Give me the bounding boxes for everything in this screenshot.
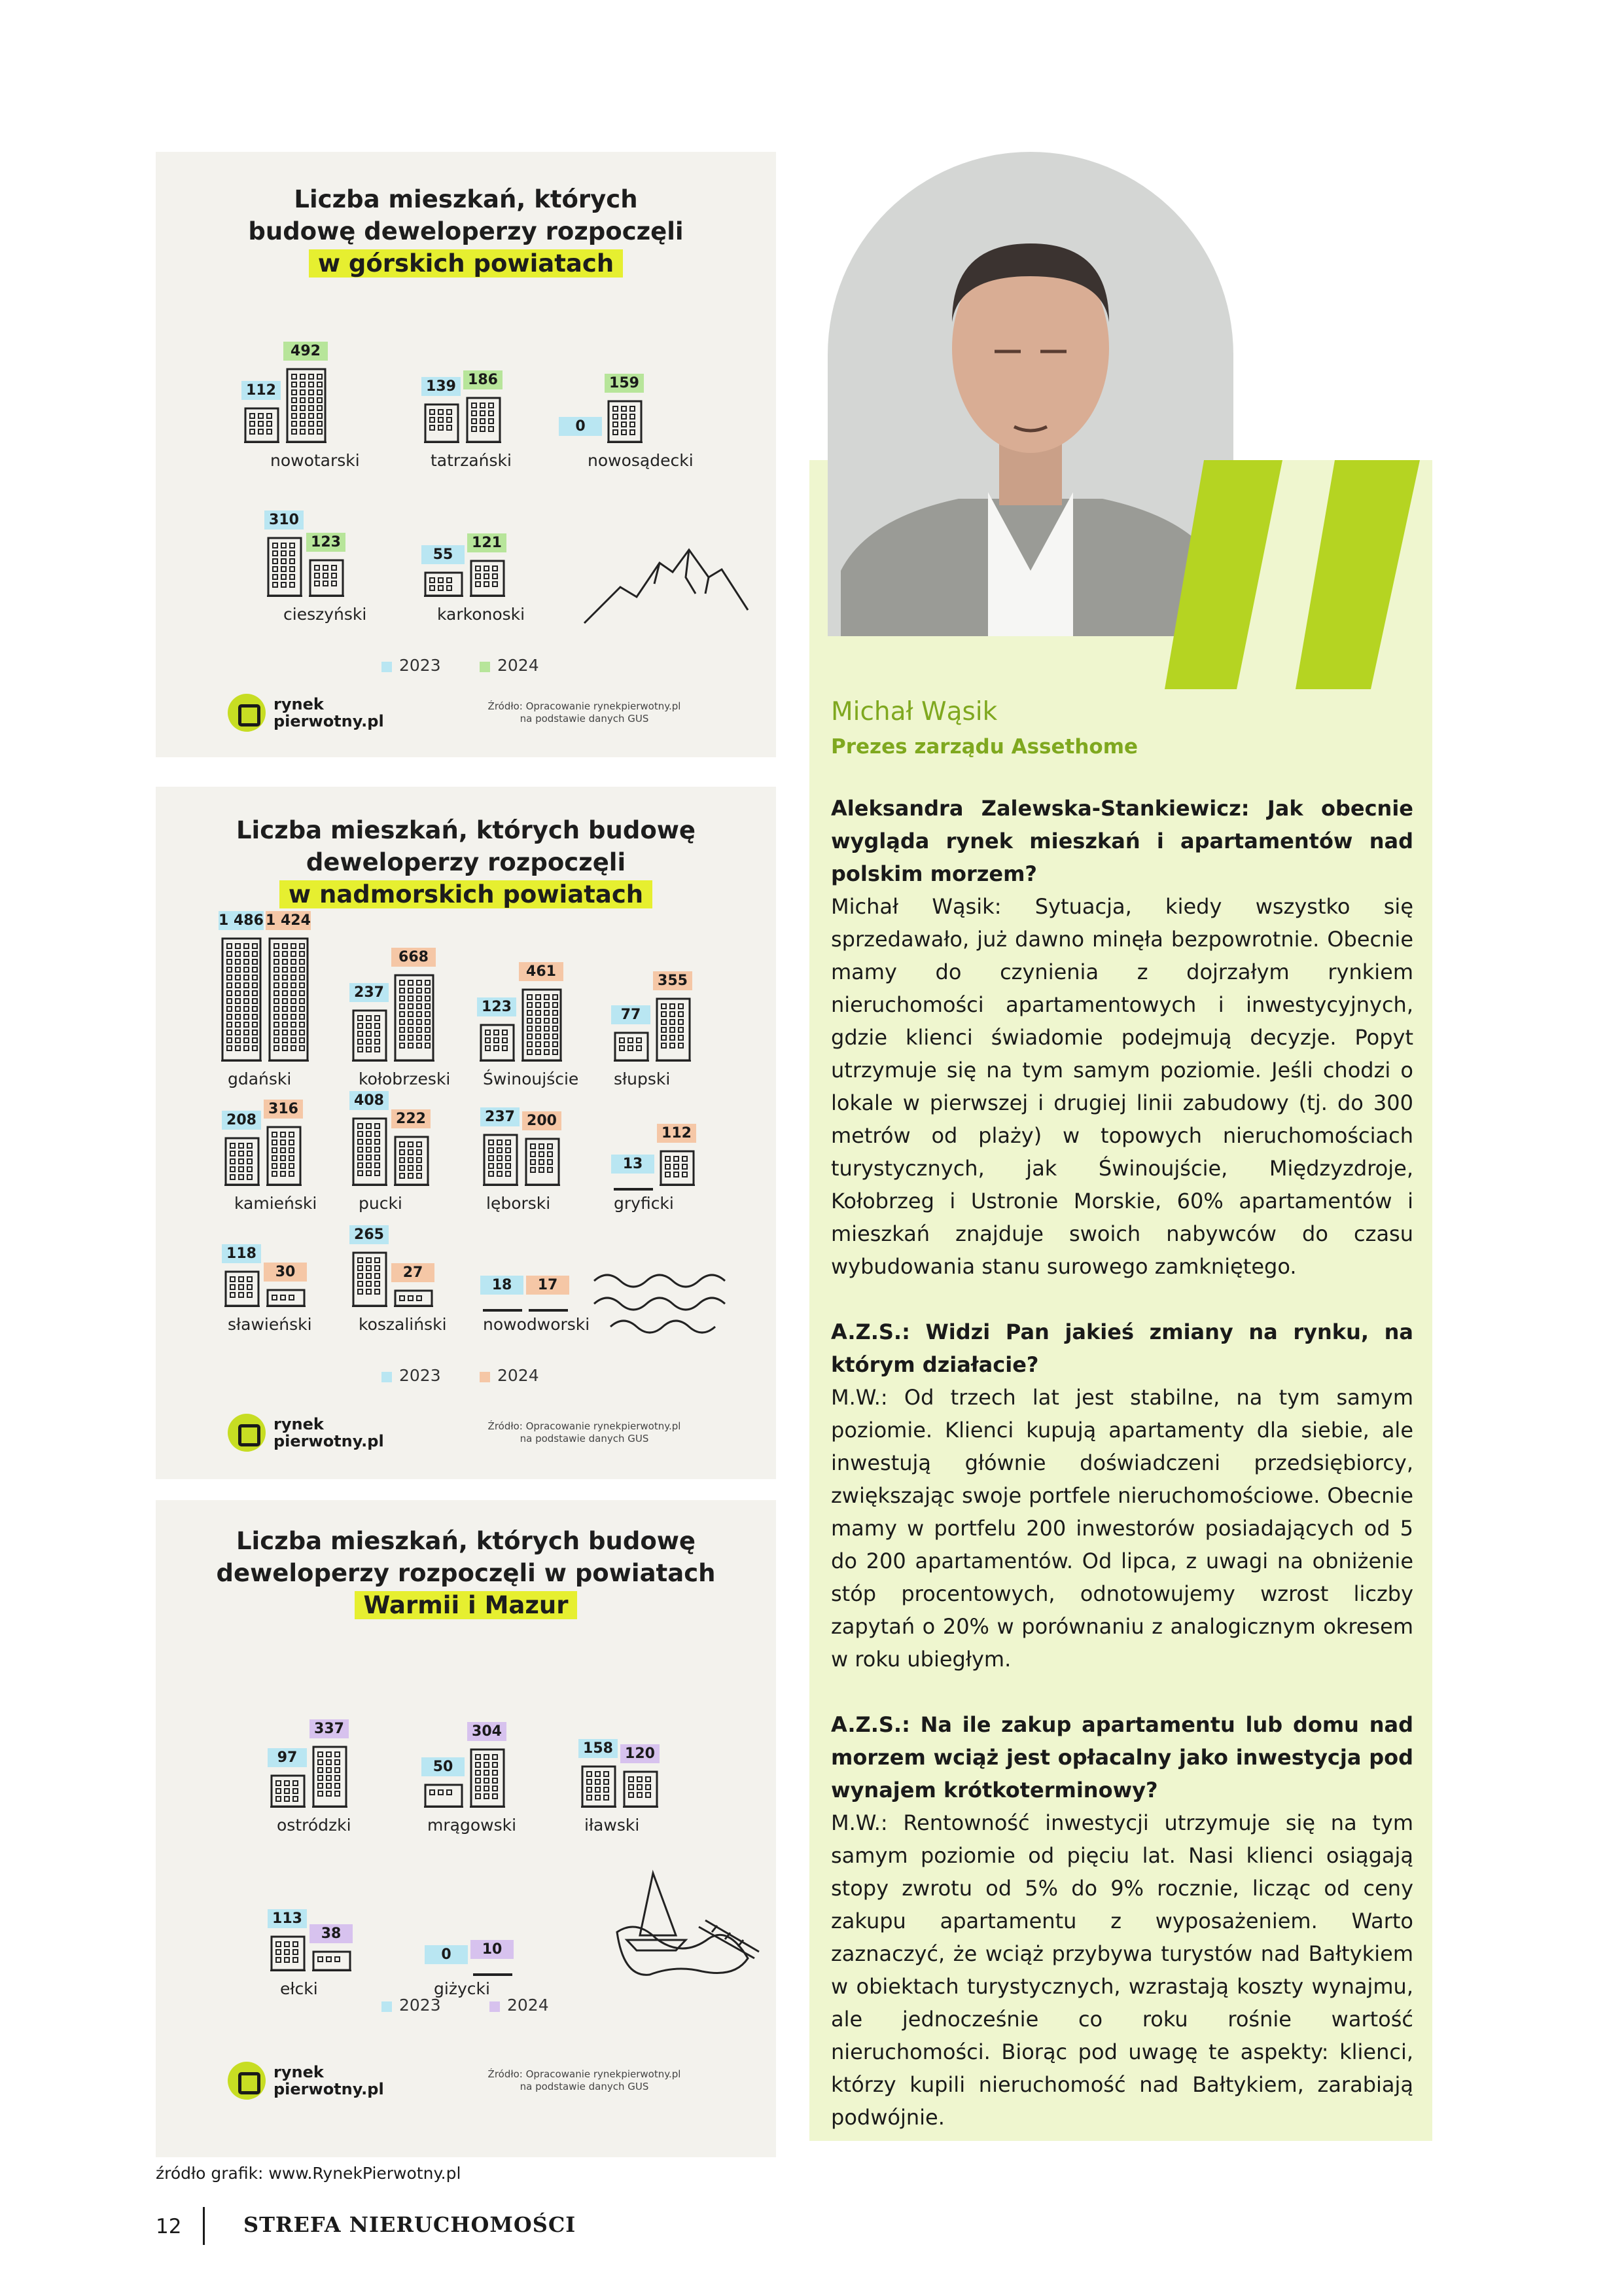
author-name: Michał Wąsik [831,697,998,726]
building-icon-v2023 [352,1251,387,1310]
value-label-v2024: 120 [620,1744,660,1763]
rynekpierwotny-logo: rynek pierwotny.pl [228,694,384,732]
legend-2024: 2024 [497,1366,539,1385]
infographic-warmia-mazury-counties [156,1500,776,2157]
building-icon-v2024 [394,1136,429,1189]
legend-swatch-2023 [381,662,392,672]
legend-2023: 2023 [399,1996,441,2015]
legend-swatch-2024 [489,2001,500,2012]
question-3: A.Z.S.: Na ile zakup apartamentu lub domu nad morzem wciąż jest opłacalny jako inwestycja pod wynajem krótkoterminowy? [831,1712,1413,1803]
building-icon-v2024 [525,1138,560,1189]
building-icon-v2023 [270,1774,306,1810]
building-icon-v2023 [352,1009,387,1064]
legend-swatch-2023 [381,2001,392,2012]
county-label: karkonoski [437,605,525,624]
county-label: kamieński [234,1194,317,1213]
value-label-v2024: 186 [463,370,503,389]
question-1: Aleksandra Zalewska-Stankiewicz: Jak obecnie wygląda rynek mieszkań i apartamentów nad polskim morzem? [831,796,1413,886]
value-label-v2023: 0 [425,1945,468,1964]
value-label-v2024: 17 [526,1276,569,1295]
value-label-v2023: 310 [264,511,304,529]
sea-waves-icon [591,1268,741,1340]
building-icon-v2024 [607,400,643,446]
building-icon-v2024 [268,937,309,1064]
legend-2024: 2024 [497,656,539,675]
building-icon-v2024 [656,997,691,1064]
building-icon-v2024 [394,974,434,1064]
legend-swatch-2024 [480,662,490,672]
value-label-v2024: 222 [391,1109,431,1128]
value-label-v2024: 112 [657,1124,696,1143]
county-label: giżycki [434,1979,490,1998]
county-label: lęborski [486,1194,551,1213]
legend-2023: 2023 [399,656,441,675]
county-label: ostródzki [277,1816,351,1835]
title-highlight: w górskich powiatach [309,249,623,278]
legend-2023: 2023 [399,1366,441,1385]
value-label-v2023: 408 [349,1091,389,1110]
value-label-v2024: 492 [283,342,328,361]
answer-2: M.W.: Od trzech lat jest stabilne, na tym samym poziomie. Klienci kupują apartamenty dla siebie, ale inwestują głównie doświadczeni przedsiębiorcy, zwiększając swoje portfele nieruchomościowe. Obecnie mamy w portfelu 200 inwestorów posiadających od 5 do 200 apartamentów. Od lipca, z uwagi na obniżenie stóp procentowych, odnotowujemy wzrost liczby zapytań o 20% w porównaniu z analogicznym okresem w roku ubiegłym. [831,1385,1413,1672]
question-2: A.Z.S.: Widzi Pan jakieś zmiany na rynku, na którym działacie? [831,1319,1413,1377]
county-label: pucki [359,1194,402,1213]
source-note: Źródło: Opracowanie rynekpierwotny.pl na podstawie danych GUS [487,700,681,725]
answer-1: Michał Wąsik: Sytuacja, kiedy wszystko się sprzedawało, już dawno minęła bezpowrotnie. Obecnie mamy do czynienia z dojrzałym rynkiem nieruchomości apartamentowych i inwestycyjnych, gdzie klienci świadomie podejmują decyzje. Popyt utrzymuje się na tym samym poziomie. Jeśli chodzi o lokale w pierwszej i drugiej linii zabudowy (tj. do 300 metrów od plaży) w topowych nieruchomościach turystycznych, jak Świnoujście, Międzyzdroje, Kołobrzeg i Ustronie Morskie, 60% apartamentów i mieszkań znajduje swoich nabywców do czasu wybudowania stanu surowego zamkniętego. [831,894,1413,1279]
value-label-v2023: 13 [611,1155,654,1174]
page-number: 12 [156,2215,182,2238]
panel-title: Liczba mieszkań, których budowę deweloperzy rozpoczęli w powiatach Warmii i Mazur [216,1527,716,1619]
building-icon-v2023 [424,571,463,600]
panel-title: Liczba mieszkań, których budowę deweloperzy rozpoczęli w górskich powiatach [248,185,684,278]
author-role: Prezes zarządu Assethome [831,735,1139,759]
value-label-v2023: 1 486 [219,912,264,929]
building-icon-v2024 [312,1950,351,1974]
building-icon-v2024 [312,1746,347,1810]
graphics-source: źródło grafik: www.RynekPierwotny.pl [156,2164,461,2183]
building-icon-v2024 [529,1302,568,1314]
building-icon-v2024 [473,1966,512,1979]
building-icon-v2023 [483,1302,522,1314]
county-label: cieszyński [283,605,367,624]
value-label-v2024: 10 [470,1940,514,1959]
building-icon-v2024 [521,988,562,1064]
building-icon-v2023 [614,1031,649,1064]
logo-mark-icon [228,2062,266,2100]
value-label-v2024: 668 [391,948,436,967]
source-note: Źródło: Opracowanie rynekpierwotny.pl na podstawie danych GUS [487,2068,681,2092]
value-label-v2023: 158 [578,1739,618,1758]
county-label: słupski [614,1069,671,1088]
building-icon-v2024 [266,1126,302,1189]
county-label: gdański [228,1069,292,1088]
source-note: Źródło: Opracowanie rynekpierwotny.pl na podstawie danych GUS [487,1420,681,1444]
building-icon-v2024 [470,560,505,600]
county-label: tatrzański [431,451,512,470]
building-icon-v2023 [424,1784,463,1810]
value-label-v2023: 77 [611,1005,650,1024]
building-icon-v2023 [244,407,279,446]
interview-text [831,792,1413,2134]
county-label: ełcki [280,1979,318,1998]
building-icon-v2023 [224,1137,260,1189]
county-label: kołobrzeski [359,1069,451,1088]
value-label-v2024: 38 [309,1924,353,1943]
answer-3: M.W.: Rentowność inwestycji utrzymuje się na tym samym poziomie od pięciu lat. Nasi klienci osiągają stopy zwrotu od 5% do 9% rocznie, licząc od ceny zakupu apartamentu z wyposażeniem. Warto zaznaczyć, że wciąż przybywa turystów nad Bałtykiem w obiektach turystycznych, wzrastają koszty wynajmu, ale jednocześnie co roku rośnie wartość nieruchomości. Biorąc pod uwagę te aspekty: klienci, którzy kupili nieruchomość nad Bałtykiem, zarabiają podwójnie. [831,1810,1413,2130]
county-label: sławieński [228,1315,312,1334]
value-label-v2023: 265 [349,1225,389,1244]
value-label-v2023: 97 [268,1748,307,1767]
lake-sailboat-icon [614,1867,764,1984]
building-icon-v2023 [270,1935,306,1974]
value-label-v2023: 118 [222,1244,261,1263]
title-highlight: w nadmorskich powiatach [279,880,652,908]
value-label-v2024: 337 [309,1719,349,1738]
mountains-icon [581,531,751,630]
building-icon-v2024 [394,1289,433,1310]
county-label: nowotarski [270,451,360,470]
building-icon-v2023 [221,937,262,1064]
rynekpierwotny-logo: rynek pierwotny.pl [228,2062,384,2100]
infographic-coastal-counties [156,787,776,1479]
county-label: gryficki [614,1194,674,1213]
county-label: koszaliński [359,1315,447,1334]
building-icon-v2023 [424,403,459,446]
value-label-v2023: 123 [477,997,516,1016]
value-label-v2023: 0 [559,417,602,436]
building-icon-v2023 [483,1134,518,1189]
building-icon-v2024 [286,368,327,446]
building-icon-v2023 [581,1765,616,1810]
footer-divider [203,2207,205,2245]
infographic-mountain-counties [156,152,776,757]
panel-title: Liczba mieszkań, których budowę deweloperzy rozpoczęli w nadmorskich powiatach [236,816,696,908]
value-label-v2023: 18 [480,1276,523,1295]
value-label-v2023: 237 [349,983,389,1002]
value-label-v2024: 123 [306,533,345,552]
logo-mark-icon [228,1414,266,1452]
value-label-v2024: 200 [522,1111,561,1130]
building-icon-v2024 [309,559,344,600]
value-label-v2023: 112 [241,381,281,400]
value-label-v2024: 121 [467,533,506,552]
building-icon-v2024 [623,1770,658,1810]
building-icon-v2024 [470,1748,505,1810]
quote-marks-icon [1165,460,1426,696]
value-label-v2024: 159 [605,374,644,393]
magazine-name: STREFA NIERUCHOMOŚCI [243,2212,576,2237]
county-label: iławski [584,1816,640,1835]
building-icon-v2024 [266,1289,306,1310]
building-icon-v2023 [614,1181,653,1193]
value-label-v2024: 30 [264,1263,307,1282]
value-label-v2024: 316 [264,1100,303,1119]
value-label-v2023: 113 [268,1909,307,1928]
value-label-v2024: 355 [653,971,692,990]
value-label-v2024: 304 [467,1722,506,1741]
value-label-v2023: 139 [421,377,461,396]
legend-swatch-2024 [480,1372,490,1382]
building-icon-v2024 [660,1150,695,1189]
building-icon-v2023 [352,1117,387,1189]
value-label-v2024: 461 [519,962,563,981]
value-label-v2024: 27 [391,1263,434,1282]
building-icon-v2023 [224,1270,260,1310]
value-label-v2023: 50 [421,1757,465,1776]
county-label: Świnoujście [483,1069,579,1088]
rynekpierwotny-logo: rynek pierwotny.pl [228,1414,384,1452]
value-label-v2023: 237 [480,1107,520,1126]
building-icon-v2024 [466,397,501,446]
building-icon-v2023 [480,1024,515,1064]
legend-swatch-2023 [381,1372,392,1382]
title-highlight: Warmii i Mazur [355,1591,578,1619]
building-icon-v2023 [267,537,302,600]
value-label-v2023: 55 [421,545,465,564]
county-label: nowodworski [483,1315,590,1334]
value-label-v2024: 1 424 [266,912,311,929]
logo-mark-icon [228,694,266,732]
county-label: nowosądecki [588,451,694,470]
county-label: mrągowski [427,1816,517,1835]
legend-2024: 2024 [507,1996,549,2015]
value-label-v2023: 208 [222,1111,261,1130]
